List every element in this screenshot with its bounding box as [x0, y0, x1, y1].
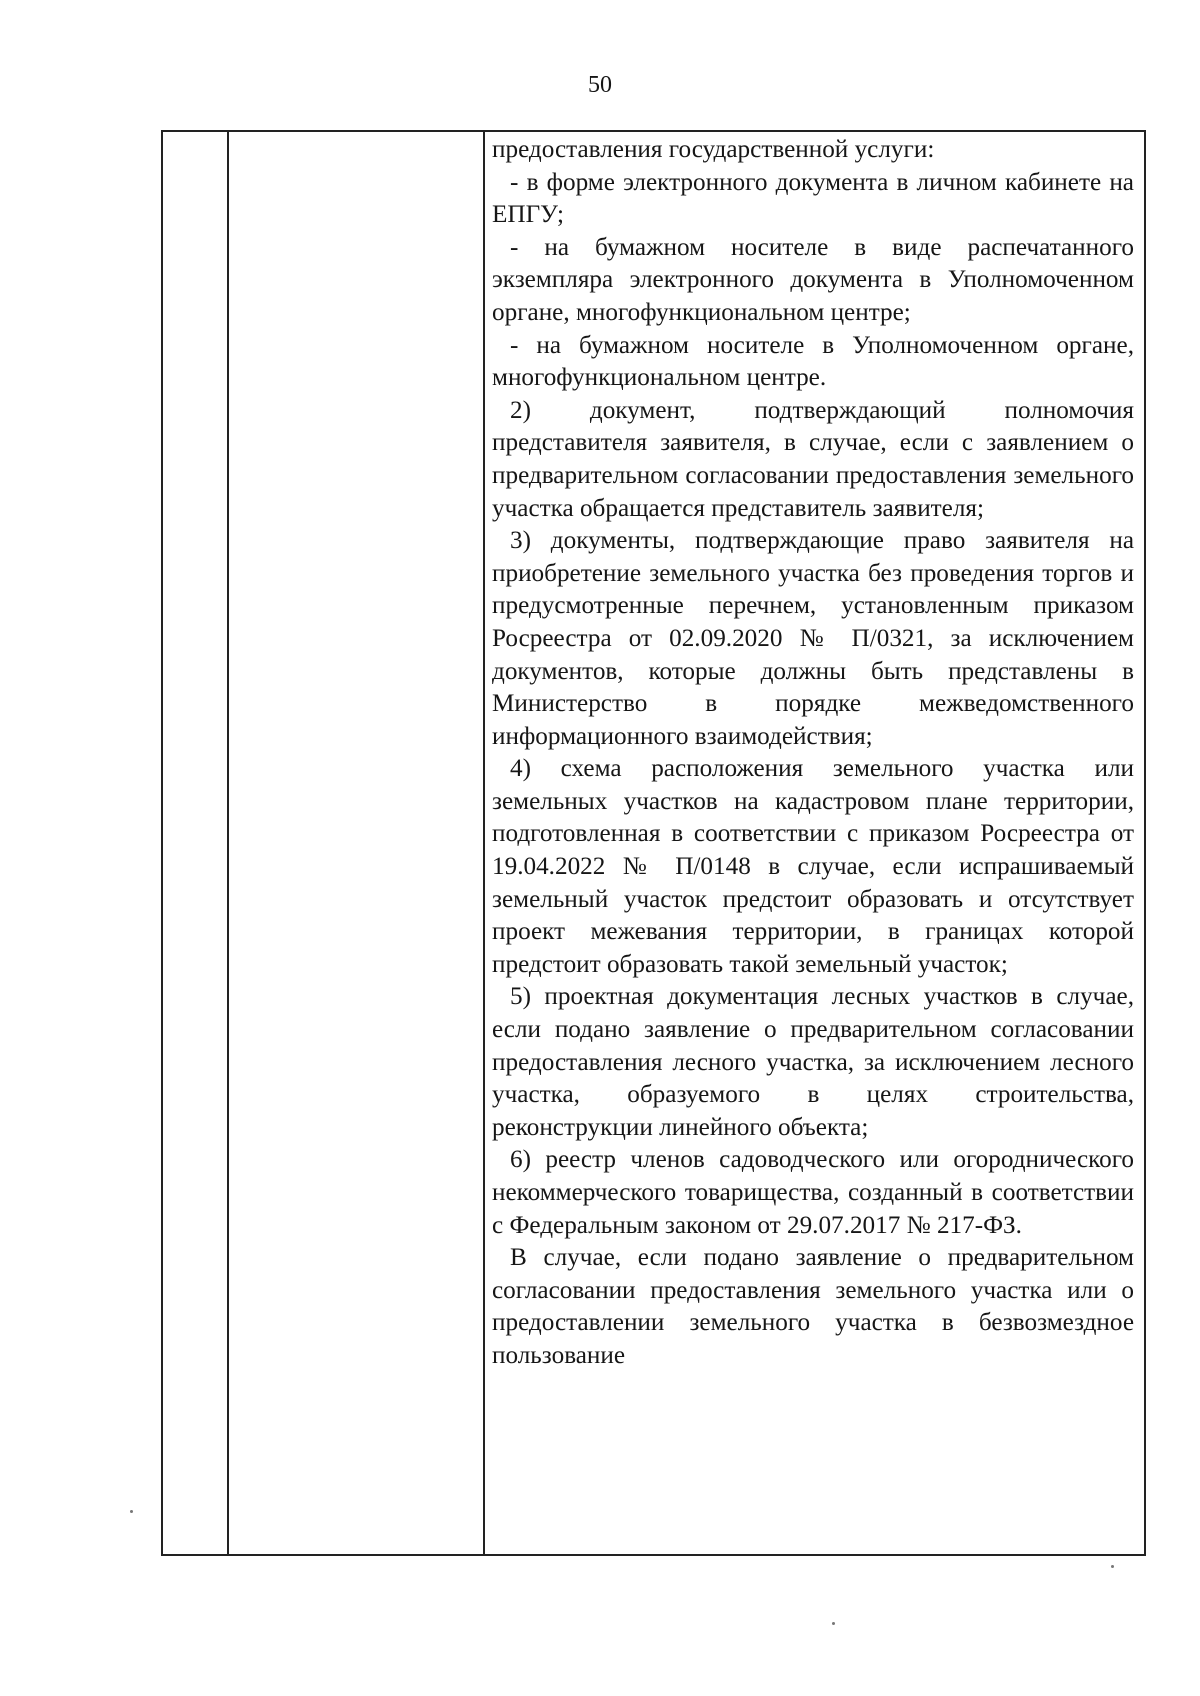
page-number: 50	[588, 72, 612, 98]
paragraph-6: 3) документы, подтверждающие право заявителя на приобретение земельного участка без проведения торгов и предусмотренные перечнем, установленным приказом Росреестра от 02.09.2020 № П/0321, за исключением документов, которые должны быть представлены в Министерство в порядке межведомственного информационного взаимодействия;	[492, 527, 1134, 750]
column-divider-2	[483, 132, 485, 1554]
paragraph-9: 6) реестр членов садоводческого или огороднического некоммерческого товарищества, созданный в соответствии с Федеральным законом от 29.07.2017 № 217-ФЗ.	[492, 1146, 1134, 1239]
paragraph-2: - в форме электронного документа в личном кабинете на ЕПГУ;	[492, 168, 1134, 229]
paragraph-10: В случае, если подано заявление о предварительном согласовании предоставления земельного участка или о предоставлении земельного участка в безвозмездное пользование	[492, 1244, 1134, 1369]
table-text-cell	[492, 134, 1134, 1373]
paragraph-5: 2) документ, подтверждающий полномочия представителя заявителя, в случае, если с заявлением о предварительном согласовании предоставления земельного участка обращается представитель заявителя;	[492, 396, 1134, 522]
paragraph-7: 4) схема расположения земельного участка или земельных участков на кадастровом плане территории, подготовленная в соответствии с приказом Росреестра от 19.04.2022 № П/0148 в случае, если испрашиваемый земельный участок предстоит образовать и отсутствует проект межевания территории, в границах которой предстоит образовать такой земельный участок;	[492, 755, 1134, 978]
paragraph-8: 5) проектная документация лесных участков в случае, если подано заявление о предварительном согласовании предоставления лесного участка, за исключением лесного участка, образуемого в целях строительства, реконструкции линейного объекта;	[492, 983, 1134, 1141]
column-divider-1	[227, 132, 229, 1554]
scan-speck	[1111, 1565, 1114, 1568]
paragraph-4: - на бумажном носителе в Уполномоченном органе, многофункциональном центре.	[492, 331, 1134, 392]
scan-speck	[832, 1622, 835, 1625]
table-frame	[161, 130, 1146, 1556]
paragraph-3: - на бумажном носителе в виде распечатанного экземпляра электронного документа в Уполномоченном органе, многофункциональном центре;	[492, 233, 1134, 326]
paragraph-1: предоставления государственной услуги:	[492, 136, 935, 163]
scan-speck	[130, 1510, 133, 1513]
